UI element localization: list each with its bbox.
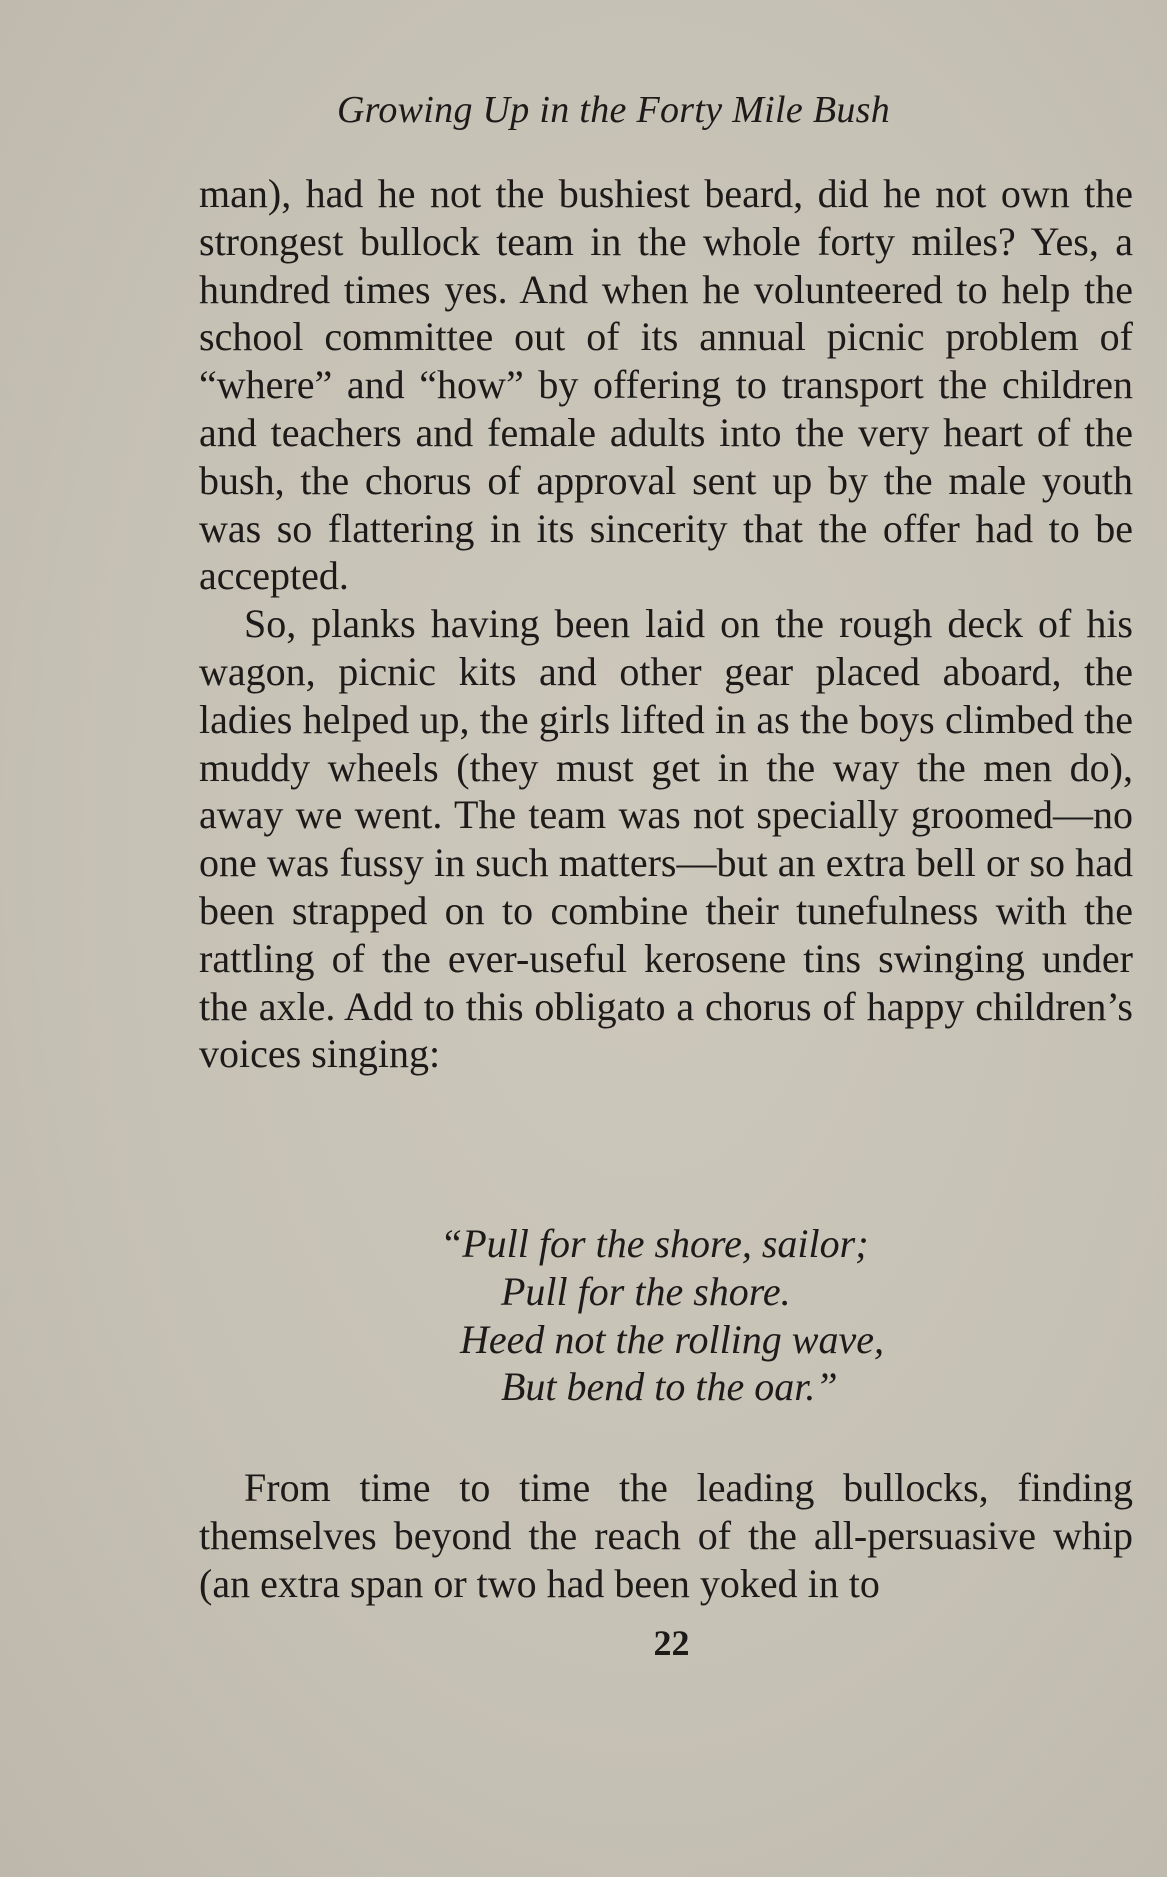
body-text-top [199, 170, 1133, 1078]
page-number: 22 [653, 1623, 690, 1663]
song-verse [440, 1220, 884, 1411]
body-text-bottom [199, 1464, 1133, 1607]
verse-line-3: Heed not the rolling wave, [460, 1316, 884, 1362]
running-head: Growing Up in the Forty Mile Bush [336, 89, 891, 131]
paragraph-bullocks: From time to time the leading bullocks, finding themselves beyond the reach of the all-persuasive whip (an extra span or two had been yoked in to [199, 1465, 1133, 1606]
paragraph-wagon: So, planks having been laid on the rough deck of his wagon, picnic kits and other gear placed aboard, the ladies helped up, the girls lifted in as the boys climbed the muddy wheels (they must get in the way the men do), away we went. The team was not specially groomed—no one was fussy in such matters—but an extra bell or so had been strapped on to combine their tunefulness with the rattling of the ever-useful kerosene tins swinging under the axle. Add to this obligato a chorus of happy children’s voices singing: [199, 601, 1133, 1077]
verse-line-2: Pull for the shore. [501, 1268, 791, 1314]
paragraph-continued: man), had he not the bushiest beard, did he not own the strongest bullock team in the whole forty miles? Yes, a hundred times yes. And when he volunteered to help the school committee out of its annual picnic problem of “where” and “how” by offering to transport the children and teachers and female adults into the very heart of the bush, the chorus of approval sent up by the male youth was so flattering in its sincerity that the offer had to be accepted. [199, 171, 1133, 599]
verse-line-4: But bend to the oar.” [501, 1364, 838, 1410]
verse-line-1: “Pull for the shore, sailor; [440, 1221, 869, 1266]
